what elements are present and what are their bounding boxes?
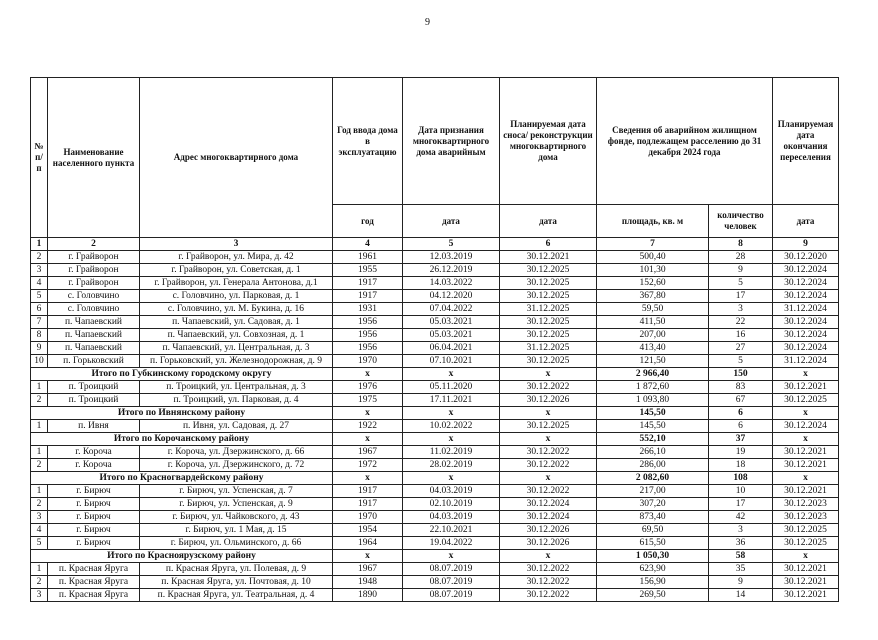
table-cell: 30.12.2021: [773, 459, 839, 472]
table-cell: 14.03.2022: [403, 277, 500, 290]
emergency-housing-table: [30, 77, 839, 602]
table-cell: 30.12.2021: [773, 485, 839, 498]
table-cell: 31.12.2024: [773, 303, 839, 316]
table-cell: 12.03.2019: [403, 251, 500, 264]
table-row: [31, 511, 839, 524]
table-cell: 30.12.2024: [500, 511, 597, 524]
table-cell: 5: [31, 537, 48, 550]
table-row: [31, 264, 839, 277]
table-cell: 30.12.2025: [773, 524, 839, 537]
header-num: № п/п: [31, 78, 48, 238]
table-cell: 9: [709, 264, 773, 277]
subtotal-cell: 6: [709, 407, 773, 420]
table-row: [31, 420, 839, 433]
subtotal-row: [31, 433, 839, 446]
subtotal-cell: x: [500, 550, 597, 563]
col-num: 7: [597, 238, 709, 251]
table-cell: 4: [31, 277, 48, 290]
table-cell: 30.12.2025: [500, 329, 597, 342]
col-num: 1: [31, 238, 48, 251]
table-cell: 152,60: [597, 277, 709, 290]
subtotal-cell: x: [773, 550, 839, 563]
table-cell: 36: [709, 537, 773, 550]
table-cell: 1956: [333, 316, 403, 329]
col-num: 5: [403, 238, 500, 251]
subtotal-cell: x: [333, 433, 403, 446]
table-cell: 1922: [333, 420, 403, 433]
table-cell: 06.04.2021: [403, 342, 500, 355]
subtotal-cell: x: [333, 472, 403, 485]
table-cell: 1: [31, 485, 48, 498]
table-cell: 500,40: [597, 251, 709, 264]
subtotal-cell: x: [500, 472, 597, 485]
table-cell: п. Чапаевский, ул. Совхозная, д. 1: [140, 329, 333, 342]
table-cell: 30.12.2026: [500, 524, 597, 537]
table-cell: 30.12.2022: [500, 446, 597, 459]
table-cell: 1967: [333, 446, 403, 459]
table-cell: 28.02.2019: [403, 459, 500, 472]
subtotal-cell: x: [773, 407, 839, 420]
subtotal-label: Итого по Корочанскому району: [31, 433, 333, 446]
table-cell: 1976: [333, 381, 403, 394]
table-cell: 30.12.2024: [773, 316, 839, 329]
subheader-area: площадь, кв. м: [597, 205, 709, 238]
table-cell: 07.10.2021: [403, 355, 500, 368]
table-row: [31, 277, 839, 290]
table-row: [31, 342, 839, 355]
table-cell: п. Красная Яруга: [48, 563, 140, 576]
table-cell: 30.12.2023: [773, 498, 839, 511]
table-cell: 266,10: [597, 446, 709, 459]
subtotal-cell: x: [403, 550, 500, 563]
table-cell: г. Грайворон, ул. Советская, д. 1: [140, 264, 333, 277]
table-cell: г. Бирюч, ул. Чайковского, д. 43: [140, 511, 333, 524]
table-cell: 7: [31, 316, 48, 329]
table-cell: 83: [709, 381, 773, 394]
subtotal-cell: x: [500, 407, 597, 420]
table-cell: 101,30: [597, 264, 709, 277]
table-cell: п. Чапаевский: [48, 316, 140, 329]
table-cell: 1: [31, 446, 48, 459]
table-cell: 10: [31, 355, 48, 368]
table-cell: 145,50: [597, 420, 709, 433]
table-cell: 1970: [333, 511, 403, 524]
table-cell: 2: [31, 251, 48, 264]
table-cell: 1970: [333, 355, 403, 368]
table-cell: г. Бирюч, ул. 1 Мая, д. 15: [140, 524, 333, 537]
table-cell: 1: [31, 420, 48, 433]
table-cell: 307,20: [597, 498, 709, 511]
subtotal-cell: 2 082,60: [597, 472, 709, 485]
table-cell: п. Красная Яруга, ул. Театральная, д. 4: [140, 589, 333, 602]
table-cell: 1: [31, 381, 48, 394]
column-number-row: [31, 238, 839, 251]
table-row: [31, 329, 839, 342]
table-cell: 30.12.2025: [773, 394, 839, 407]
table-cell: п. Красная Яруга: [48, 576, 140, 589]
table-row: [31, 446, 839, 459]
table-cell: 30.12.2024: [773, 290, 839, 303]
subtotal-row: [31, 368, 839, 381]
table-row: [31, 537, 839, 550]
subheader-date2: дата: [500, 205, 597, 238]
table-cell: г. Короча, ул. Дзержинского, д. 66: [140, 446, 333, 459]
table-cell: 30.12.2021: [773, 446, 839, 459]
table-cell: 30.12.2026: [500, 394, 597, 407]
table-cell: г. Короча: [48, 446, 140, 459]
header-address: Адрес многоквартирного дома: [140, 78, 333, 238]
table-cell: 1917: [333, 498, 403, 511]
table-cell: 3: [31, 264, 48, 277]
table-cell: г. Грайворон, ул. Мира, д. 42: [140, 251, 333, 264]
table-cell: п. Чапаевский, ул. Центральная, д. 3: [140, 342, 333, 355]
table-cell: 05.03.2021: [403, 329, 500, 342]
table-cell: 30.12.2025: [500, 264, 597, 277]
table-row: [31, 251, 839, 264]
table-cell: п. Чапаевский: [48, 342, 140, 355]
table-cell: 615,50: [597, 537, 709, 550]
col-num: 2: [48, 238, 140, 251]
table-cell: 14: [709, 589, 773, 602]
col-num: 4: [333, 238, 403, 251]
table-cell: г. Бирюч: [48, 537, 140, 550]
col-num: 9: [773, 238, 839, 251]
subtotal-cell: x: [333, 550, 403, 563]
subtotal-row: [31, 550, 839, 563]
table-cell: 30.12.2022: [500, 563, 597, 576]
table-cell: г. Грайворон: [48, 264, 140, 277]
table-cell: 30.12.2020: [773, 251, 839, 264]
table-cell: 286,00: [597, 459, 709, 472]
subtotal-label: Итого по Красноярузскому району: [31, 550, 333, 563]
table-cell: п. Красная Яруга, ул. Почтовая, д. 10: [140, 576, 333, 589]
table-cell: 17: [709, 498, 773, 511]
table-cell: 1954: [333, 524, 403, 537]
table-cell: 5: [709, 355, 773, 368]
col-num: 6: [500, 238, 597, 251]
table-cell: 30.12.2021: [773, 563, 839, 576]
table-cell: 30.12.2022: [500, 459, 597, 472]
table-row: [31, 485, 839, 498]
table-cell: п. Горьковский: [48, 355, 140, 368]
table-cell: 35: [709, 563, 773, 576]
table-cell: п. Горьковский, ул. Железнодорожная, д. 9: [140, 355, 333, 368]
table-cell: 26.12.2019: [403, 264, 500, 277]
subheader-people: количество человек: [709, 205, 773, 238]
table-cell: п. Троицкий: [48, 394, 140, 407]
subtotal-label: Итого по Губкинскому городскому округу: [31, 368, 333, 381]
table-row: [31, 459, 839, 472]
subtotal-cell: 37: [709, 433, 773, 446]
table-cell: п. Ивня, ул. Садовая, д. 27: [140, 420, 333, 433]
table-cell: 22: [709, 316, 773, 329]
table-cell: 17: [709, 290, 773, 303]
table-cell: г. Бирюч: [48, 498, 140, 511]
table-cell: 9: [31, 342, 48, 355]
table-cell: 19.04.2022: [403, 537, 500, 550]
subtotal-cell: x: [500, 368, 597, 381]
table-cell: п. Троицкий, ул. Парковая, д. 4: [140, 394, 333, 407]
table-cell: 30.12.2022: [500, 589, 597, 602]
table-row: [31, 381, 839, 394]
table-cell: 17.11.2021: [403, 394, 500, 407]
table-cell: 9: [709, 576, 773, 589]
subtotal-cell: x: [403, 472, 500, 485]
subtotal-label: Итого по Красногвардейскому району: [31, 472, 333, 485]
table-cell: 2: [31, 459, 48, 472]
table-cell: 30.12.2021: [773, 589, 839, 602]
table-cell: 04.12.2020: [403, 290, 500, 303]
table-cell: 04.03.2019: [403, 485, 500, 498]
table-cell: г. Бирюч: [48, 524, 140, 537]
table-cell: 3: [709, 303, 773, 316]
table-cell: 623,90: [597, 563, 709, 576]
table-cell: 30.12.2026: [500, 537, 597, 550]
subtotal-cell: x: [403, 433, 500, 446]
subtotal-cell: x: [773, 472, 839, 485]
table-cell: 27: [709, 342, 773, 355]
table-cell: 42: [709, 511, 773, 524]
subtotal-cell: x: [403, 368, 500, 381]
table-cell: 411,50: [597, 316, 709, 329]
table-cell: 1931: [333, 303, 403, 316]
subtotal-cell: x: [333, 407, 403, 420]
table-row: [31, 563, 839, 576]
table-cell: 59,50: [597, 303, 709, 316]
table-row: [31, 394, 839, 407]
table-cell: 1948: [333, 576, 403, 589]
table-body: [31, 251, 839, 602]
subtotal-cell: 1 050,30: [597, 550, 709, 563]
table-cell: 873,40: [597, 511, 709, 524]
table-cell: 2: [31, 394, 48, 407]
table-cell: 8: [31, 329, 48, 342]
table-cell: 5: [709, 277, 773, 290]
table-row: [31, 303, 839, 316]
table-cell: 413,40: [597, 342, 709, 355]
table-cell: 217,00: [597, 485, 709, 498]
table-cell: 02.10.2019: [403, 498, 500, 511]
table-cell: г. Бирюч, ул. Успенская, д. 7: [140, 485, 333, 498]
table-cell: 67: [709, 394, 773, 407]
table-cell: г. Грайворон, ул. Генерала Антонова, д.1: [140, 277, 333, 290]
table-cell: 6: [709, 420, 773, 433]
table-cell: 1975: [333, 394, 403, 407]
table-cell: 1967: [333, 563, 403, 576]
table-cell: 1917: [333, 277, 403, 290]
table-cell: 1917: [333, 485, 403, 498]
header-year-built: Год ввода дома в эксплуатацию: [333, 78, 403, 205]
table-row: [31, 498, 839, 511]
table-cell: 5: [31, 290, 48, 303]
table-cell: 30.12.2022: [500, 381, 597, 394]
table-cell: 08.07.2019: [403, 563, 500, 576]
subtotal-cell: 552,10: [597, 433, 709, 446]
table-cell: п. Красная Яруга: [48, 589, 140, 602]
table-cell: 30.12.2024: [773, 277, 839, 290]
table-cell: 30.12.2024: [773, 420, 839, 433]
table-row: [31, 576, 839, 589]
subtotal-row: [31, 472, 839, 485]
table-cell: 1917: [333, 290, 403, 303]
table-row: [31, 290, 839, 303]
table-cell: 1972: [333, 459, 403, 472]
header-date-recognized: Дата признания многоквартирного дома аварийным: [403, 78, 500, 205]
table-cell: 05.03.2021: [403, 316, 500, 329]
table-cell: 156,90: [597, 576, 709, 589]
table-cell: г. Короча: [48, 459, 140, 472]
table-cell: г. Бирюч: [48, 511, 140, 524]
table-cell: 121,50: [597, 355, 709, 368]
subheader-date1: дата: [403, 205, 500, 238]
table-cell: 1 872,60: [597, 381, 709, 394]
table-cell: г. Короча, ул. Дзержинского, д. 72: [140, 459, 333, 472]
subtotal-cell: 108: [709, 472, 773, 485]
table-cell: п. Троицкий, ул. Центральная, д. 3: [140, 381, 333, 394]
table-cell: г. Бирюч, ул. Успенская, д. 9: [140, 498, 333, 511]
table-cell: 10: [709, 485, 773, 498]
header-emergency-info: Сведения об аварийном жилищном фонде, подлежащем расселению до 31 декабря 2024 года: [597, 78, 773, 205]
table-cell: 1890: [333, 589, 403, 602]
table-cell: с. Головчино: [48, 303, 140, 316]
subtotal-cell: x: [333, 368, 403, 381]
header-demolition: Планируемая дата сноса/ реконструкции многоквартирного дома: [500, 78, 597, 205]
table-cell: 367,80: [597, 290, 709, 303]
table-cell: 30.12.2024: [500, 498, 597, 511]
table-cell: 30.12.2021: [773, 576, 839, 589]
col-num: 3: [140, 238, 333, 251]
header-resettlement-end: Планируемая дата окончания переселения: [773, 78, 839, 205]
table-cell: 6: [31, 303, 48, 316]
subtotal-cell: x: [403, 407, 500, 420]
table-cell: 269,50: [597, 589, 709, 602]
table-cell: 1955: [333, 264, 403, 277]
table-row: [31, 589, 839, 602]
table-cell: п. Чапаевский: [48, 329, 140, 342]
table-cell: 2: [31, 576, 48, 589]
table-cell: п. Троицкий: [48, 381, 140, 394]
table-cell: 07.04.2022: [403, 303, 500, 316]
table-cell: 04.03.2019: [403, 511, 500, 524]
header-settlement: Наименование населенного пункта: [48, 78, 140, 238]
col-num: 8: [709, 238, 773, 251]
table-cell: 30.12.2025: [500, 316, 597, 329]
table-cell: 22.10.2021: [403, 524, 500, 537]
table-cell: 3: [31, 589, 48, 602]
table-cell: 30.12.2022: [500, 485, 597, 498]
subtotal-cell: x: [500, 433, 597, 446]
table-cell: 1 093,80: [597, 394, 709, 407]
table-cell: 30.12.2025: [500, 290, 597, 303]
table-cell: 16: [709, 329, 773, 342]
table-cell: с. Головчино, ул. М. Букина, д. 16: [140, 303, 333, 316]
table-row: [31, 524, 839, 537]
subtotal-cell: 145,50: [597, 407, 709, 420]
table-cell: 30.12.2022: [500, 576, 597, 589]
subheader-year: год: [333, 205, 403, 238]
table-cell: 30.12.2025: [500, 420, 597, 433]
table-cell: 30.12.2024: [773, 264, 839, 277]
subheader-date3: дата: [773, 205, 839, 238]
table-cell: 30.12.2025: [500, 355, 597, 368]
table-cell: 1964: [333, 537, 403, 550]
table-cell: 30.12.2025: [500, 277, 597, 290]
table-cell: 31.12.2025: [500, 303, 597, 316]
subtotal-cell: x: [773, 368, 839, 381]
table-cell: 1956: [333, 342, 403, 355]
table-cell: 31.12.2025: [500, 342, 597, 355]
subtotal-row: [31, 407, 839, 420]
table-cell: 05.11.2020: [403, 381, 500, 394]
table-cell: г. Грайворон: [48, 277, 140, 290]
page-number: 9: [425, 17, 430, 28]
table-cell: 28: [709, 251, 773, 264]
subtotal-cell: 150: [709, 368, 773, 381]
subtotal-cell: 2 966,40: [597, 368, 709, 381]
table-cell: с. Головчино, ул. Парковая, д. 1: [140, 290, 333, 303]
table-cell: 30.12.2021: [773, 381, 839, 394]
table-cell: 1: [31, 563, 48, 576]
table-cell: 08.07.2019: [403, 576, 500, 589]
table-cell: с. Головчино: [48, 290, 140, 303]
table-cell: 4: [31, 524, 48, 537]
table-cell: 2: [31, 498, 48, 511]
table-cell: 11.02.2019: [403, 446, 500, 459]
table-cell: 31.12.2024: [773, 355, 839, 368]
table-cell: 69,50: [597, 524, 709, 537]
table-cell: 207,00: [597, 329, 709, 342]
subtotal-label: Итого по Ивнянскому району: [31, 407, 333, 420]
table-cell: 30.12.2023: [773, 511, 839, 524]
table-cell: г. Бирюч: [48, 485, 140, 498]
table-cell: 3: [709, 524, 773, 537]
table-cell: п. Чапаевский, ул. Садовая, д. 1: [140, 316, 333, 329]
table-cell: 19: [709, 446, 773, 459]
table-cell: 30.12.2024: [773, 329, 839, 342]
subtotal-cell: 58: [709, 550, 773, 563]
table-cell: г. Грайворон: [48, 251, 140, 264]
table-cell: 10.02.2022: [403, 420, 500, 433]
table-cell: 30.12.2024: [773, 342, 839, 355]
table-cell: 30.12.2025: [773, 537, 839, 550]
subtotal-cell: x: [773, 433, 839, 446]
table-cell: 1956: [333, 329, 403, 342]
table-cell: 08.07.2019: [403, 589, 500, 602]
table-cell: п. Красная Яруга, ул. Полевая, д. 9: [140, 563, 333, 576]
table-cell: п. Ивня: [48, 420, 140, 433]
table-row: [31, 316, 839, 329]
table-cell: 1961: [333, 251, 403, 264]
table-row: [31, 355, 839, 368]
table-cell: 30.12.2021: [500, 251, 597, 264]
table-cell: 3: [31, 511, 48, 524]
table-cell: г. Бирюч, ул. Ольминского, д. 66: [140, 537, 333, 550]
table-cell: 18: [709, 459, 773, 472]
